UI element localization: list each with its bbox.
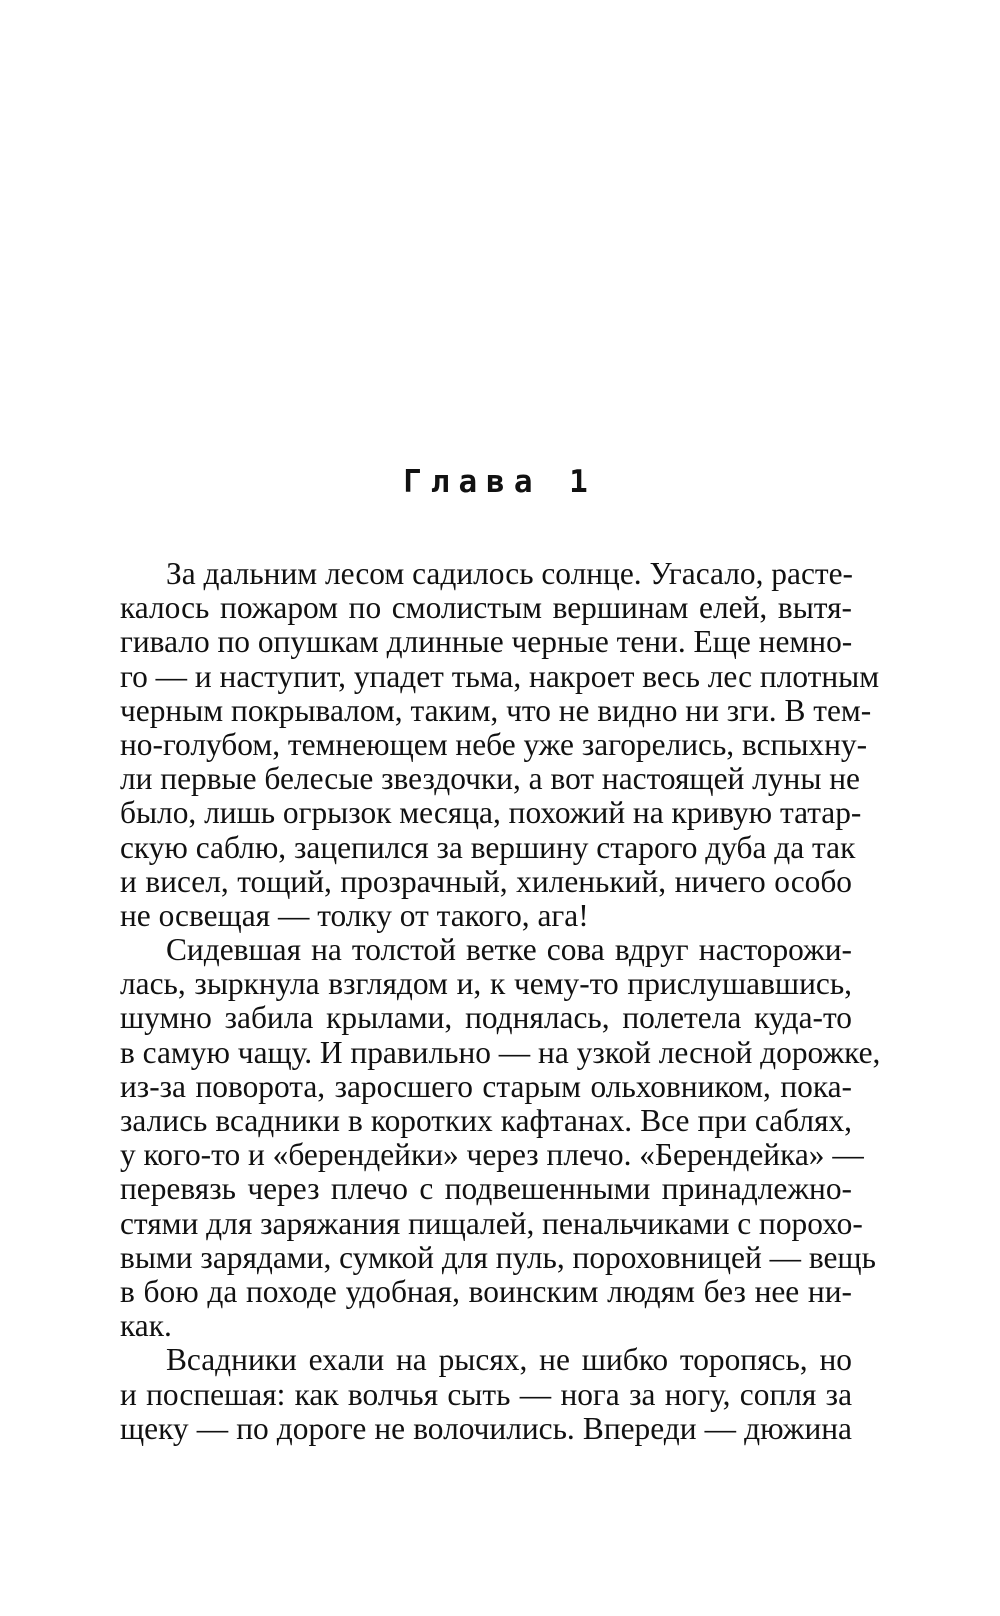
text-line: скую саблю, зацепился за вершину старого дуба да так xyxy=(120,829,856,865)
text-line: не освещая — толку от такого, ага! xyxy=(120,897,589,933)
text-line: го — и наступит, упадет тьма, накроет весь лес плотным xyxy=(120,658,880,694)
text-line: Всадники ехали на рысях, не шибко торопясь, но xyxy=(166,1342,852,1378)
text-line: ли первые белесые звездочки, а вот настоящей луны не xyxy=(120,761,860,797)
paragraph-2 xyxy=(120,932,881,1344)
text-line: Сидевшая на толстой ветке сова вдруг насторожи- xyxy=(166,932,852,968)
text-line: как. xyxy=(120,1308,172,1344)
text-line: и поспешая: как волчья сыть — нога за ногу, сопля за xyxy=(120,1376,852,1412)
text-line: калось пожаром по смолистым вершинам елей, вытя- xyxy=(120,590,852,626)
text-line: зались всадники в коротких кафтанах. Все при саблях, xyxy=(120,1103,852,1138)
paragraph-1 xyxy=(120,556,880,933)
text-line: стями для заряжания пищалей, пенальчиками с порохо- xyxy=(120,1205,863,1241)
text-line: За дальним лесом садилось солнце. Угасало, расте- xyxy=(166,556,853,591)
text-line: щеку — по дороге не волочились. Впереди — дюжина xyxy=(120,1410,852,1446)
text-line: в бою да походе удобная, воинским людям без нее ни- xyxy=(120,1273,852,1309)
text-line: черным покрывалом, таким, что не видно ни зги. В тем- xyxy=(120,692,872,728)
chapter-body xyxy=(120,556,881,1446)
text-line: но-голубом, темнеющем небе уже загорелись, вспыхну- xyxy=(120,726,868,762)
text-line: было, лишь огрызок месяца, похожий на кривую татар- xyxy=(120,795,862,831)
text-line: гивало по опушкам длинные черные тени. Еще немно- xyxy=(120,624,853,660)
chapter-title: Глава 1 xyxy=(403,464,597,500)
text-line: из-за поворота, заросшего старым ольховником, пока- xyxy=(120,1068,852,1104)
paragraph-3 xyxy=(120,1343,852,1446)
text-line: лась, зыркнула взглядом и, к чему-то прислушавшись, xyxy=(120,966,852,1002)
text-line: шумно забила крылами, поднялась, полетела куда-то xyxy=(120,1000,852,1036)
text-line: выми зарядами, сумкой для пуль, пороховницей — вещь xyxy=(120,1239,876,1275)
text-line: перевязь через плечо с подвешенными принадлежно- xyxy=(120,1171,852,1207)
text-line: у кого-то и «берендейки» через плечо. «Берендейка» — xyxy=(120,1137,864,1173)
text-line: и висел, тощий, прозрачный, хиленький, ничего особо xyxy=(120,863,852,899)
text-line: в самую чащу. И правильно — на узкой лесной дорожке, xyxy=(120,1034,881,1070)
